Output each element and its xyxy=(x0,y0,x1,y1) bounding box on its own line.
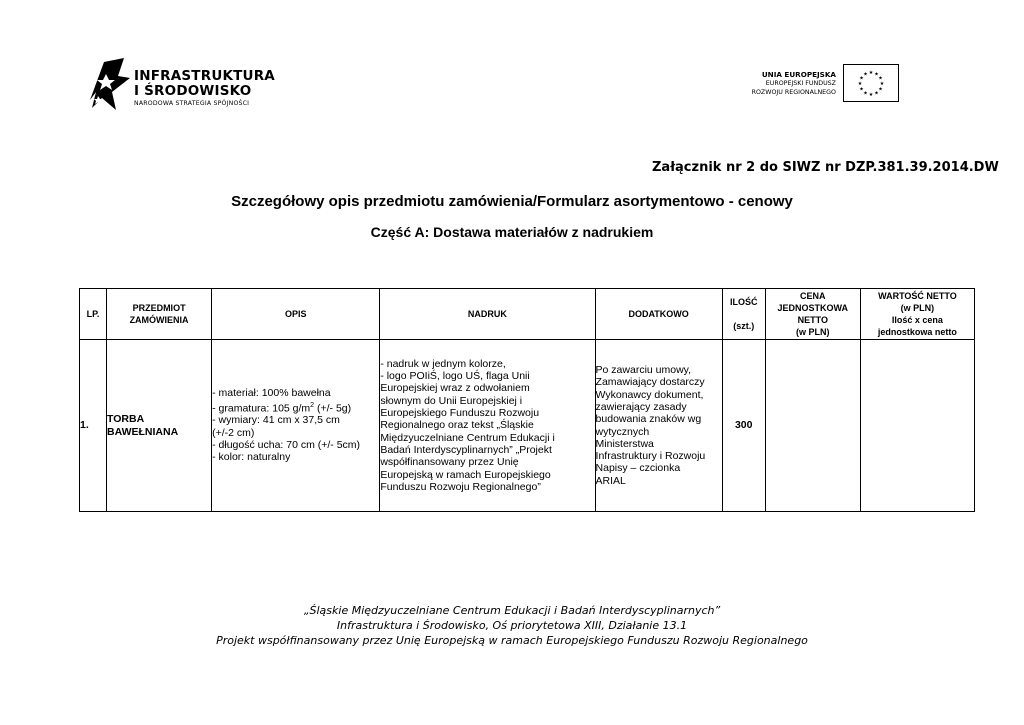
header-price xyxy=(765,289,860,340)
extra-line: Wykonawcy dokument, xyxy=(595,388,704,401)
logo-title-line1: INFRASTRUKTURA xyxy=(134,68,275,84)
cell-print xyxy=(380,340,595,512)
header-value xyxy=(860,289,974,340)
svg-text:★: ★ xyxy=(878,75,883,82)
extra-line: Infrastruktury i Rozwoju xyxy=(595,450,706,463)
print-line: Badań Interdyscyplinarnych” „Projekt xyxy=(380,443,552,456)
desc-line: (+/-2 cm) xyxy=(212,426,255,439)
eu-logo-line1: UNIA EUROPEJSKA xyxy=(761,70,836,79)
print-line: Regionalnego oraz tekst „Śląskie xyxy=(380,419,534,432)
svg-text:★: ★ xyxy=(859,86,864,93)
header-extra: DODATKOWO xyxy=(595,289,722,340)
extra-line: wytycznych xyxy=(595,425,650,438)
header-price-line: NETTO xyxy=(797,315,828,325)
header-lp: LP. xyxy=(80,289,107,340)
cell-item xyxy=(107,340,212,512)
footer xyxy=(0,603,1024,648)
eu-logo xyxy=(730,64,902,106)
svg-text:★: ★ xyxy=(879,81,885,87)
cell-desc xyxy=(212,340,380,512)
header-item xyxy=(107,289,212,340)
print-line: Europejską w ramach Europejskiego xyxy=(380,468,551,481)
svg-text:★: ★ xyxy=(878,86,883,93)
print-line: - nadruk w jednym kolorze, xyxy=(380,357,506,370)
header-price-line: CENA xyxy=(800,291,826,301)
desc-grammage-text: - gramatura: 105 g/m xyxy=(212,402,311,415)
eu-logo-line2: EUROPEJSKI FUNDUSZ xyxy=(765,80,836,87)
header-value-line: WARTOŚĆ NETTO xyxy=(878,291,957,301)
print-line: Europejskiej wraz z odwołaniem xyxy=(380,382,530,395)
svg-text:★: ★ xyxy=(859,75,864,82)
extra-line: Napisy – czcionka xyxy=(595,462,681,475)
print-line: Europejskiego Funduszu Rozwoju xyxy=(380,407,540,420)
print-line: Międzyuczelniane Centrum Edukacji i xyxy=(380,431,555,444)
cell-lp: 1. xyxy=(80,340,107,512)
extra-line: ARIAL xyxy=(595,474,626,487)
header-qty-line: ILOŚĆ xyxy=(729,297,758,307)
svg-text:★: ★ xyxy=(863,90,868,97)
print-line: słownym do Unii Europejskiej i xyxy=(380,394,523,407)
desc-line-grammage xyxy=(212,400,379,415)
header-item-line: ZAMÓWIENIA xyxy=(129,315,189,325)
cell-extra xyxy=(595,340,722,512)
extra-line: Po zawarciu umowy, xyxy=(595,364,692,377)
extra-line: zawierający zasady xyxy=(595,400,687,413)
table-row xyxy=(80,340,975,512)
footer-line3: Projekt współfinansowany przez Unię Europejską w ramach Europejskiego Funduszu Rozwoju Regionalnego xyxy=(216,634,808,647)
cell-qty: 300 xyxy=(722,340,765,512)
extra-line: budowania znaków wg xyxy=(595,413,702,426)
extra-line: Zamawiający dostarczy xyxy=(595,376,705,389)
header-value-line: Ilość x cena xyxy=(891,315,943,325)
footer-line2: Infrastruktura i Środowisko, Oś priorytetowa XIII, Działanie 13.1 xyxy=(336,619,688,632)
header-qty xyxy=(722,289,765,340)
strategy-star-icon xyxy=(88,56,132,112)
item-name-line: TORBA xyxy=(107,413,145,426)
desc-grammage-tolerance: (+/- 5g) xyxy=(314,402,352,415)
print-line: - logo POIiŚ, logo UŚ, flaga Unii xyxy=(380,370,530,383)
svg-text:★: ★ xyxy=(863,71,868,78)
item-name-line: BAWEŁNIANA xyxy=(107,425,179,438)
header-print: NADRUK xyxy=(380,289,595,340)
header-price-line: JEDNOSTKOWA xyxy=(777,303,849,313)
print-line: Funduszu Rozwoju Regionalnego” xyxy=(380,480,541,493)
logo-subtitle: NARODOWA STRATEGIA SPÓJNOŚCI xyxy=(134,100,250,107)
logo-title-line2: I ŚRODOWISKO xyxy=(134,83,252,99)
desc-line: - materiał: 100% bawełna xyxy=(212,387,331,400)
cell-price-input[interactable] xyxy=(765,340,860,512)
svg-text:★: ★ xyxy=(857,81,863,87)
header-item-line: PRZEDMIOT xyxy=(132,303,186,313)
header-qty-line: (szt.) xyxy=(733,321,755,331)
footer-line1: „Śląskie Międzyuczelniane Centrum Edukacji i Badań Interdyscyplinarnych” xyxy=(303,604,721,617)
eu-logo-line3: ROZWOJU REGIONALNEGO xyxy=(751,89,836,96)
infrastruktura-logo xyxy=(88,56,275,112)
header-desc: OPIS xyxy=(212,289,380,340)
svg-text:★: ★ xyxy=(868,70,874,76)
page-subtitle: Część A: Dostawa materiałów z nadrukiem xyxy=(370,224,654,240)
desc-line: - wymiary: 41 cm x 37,5 cm xyxy=(212,414,340,427)
header-value-line: (w PLN) xyxy=(900,303,935,313)
desc-line: - kolor: naturalny xyxy=(212,451,291,464)
extra-line: Ministerstwa xyxy=(595,437,654,450)
desc-superscript: 2 xyxy=(310,401,315,409)
cell-value-input[interactable] xyxy=(860,340,974,512)
table-header-row xyxy=(80,289,975,340)
eu-flag-icon xyxy=(843,64,899,102)
attachment-reference: Załącznik nr 2 do SIWZ nr DZP.381.39.2014.DW xyxy=(652,160,999,175)
header-value-line: jednostkowa netto xyxy=(877,327,957,337)
order-table xyxy=(79,288,975,512)
desc-line: - długość ucha: 70 cm (+/- 5cm) xyxy=(212,439,361,452)
svg-text:★: ★ xyxy=(874,71,879,78)
svg-text:★: ★ xyxy=(868,92,874,98)
header-price-line: (w PLN) xyxy=(796,327,830,337)
svg-text:★: ★ xyxy=(874,90,879,97)
print-line: współfinansowany przez Unię xyxy=(380,456,519,469)
page-title: Szczegółowy opis przedmiotu zamówienia/Formularz asortymentowo - cenowy xyxy=(231,193,793,210)
